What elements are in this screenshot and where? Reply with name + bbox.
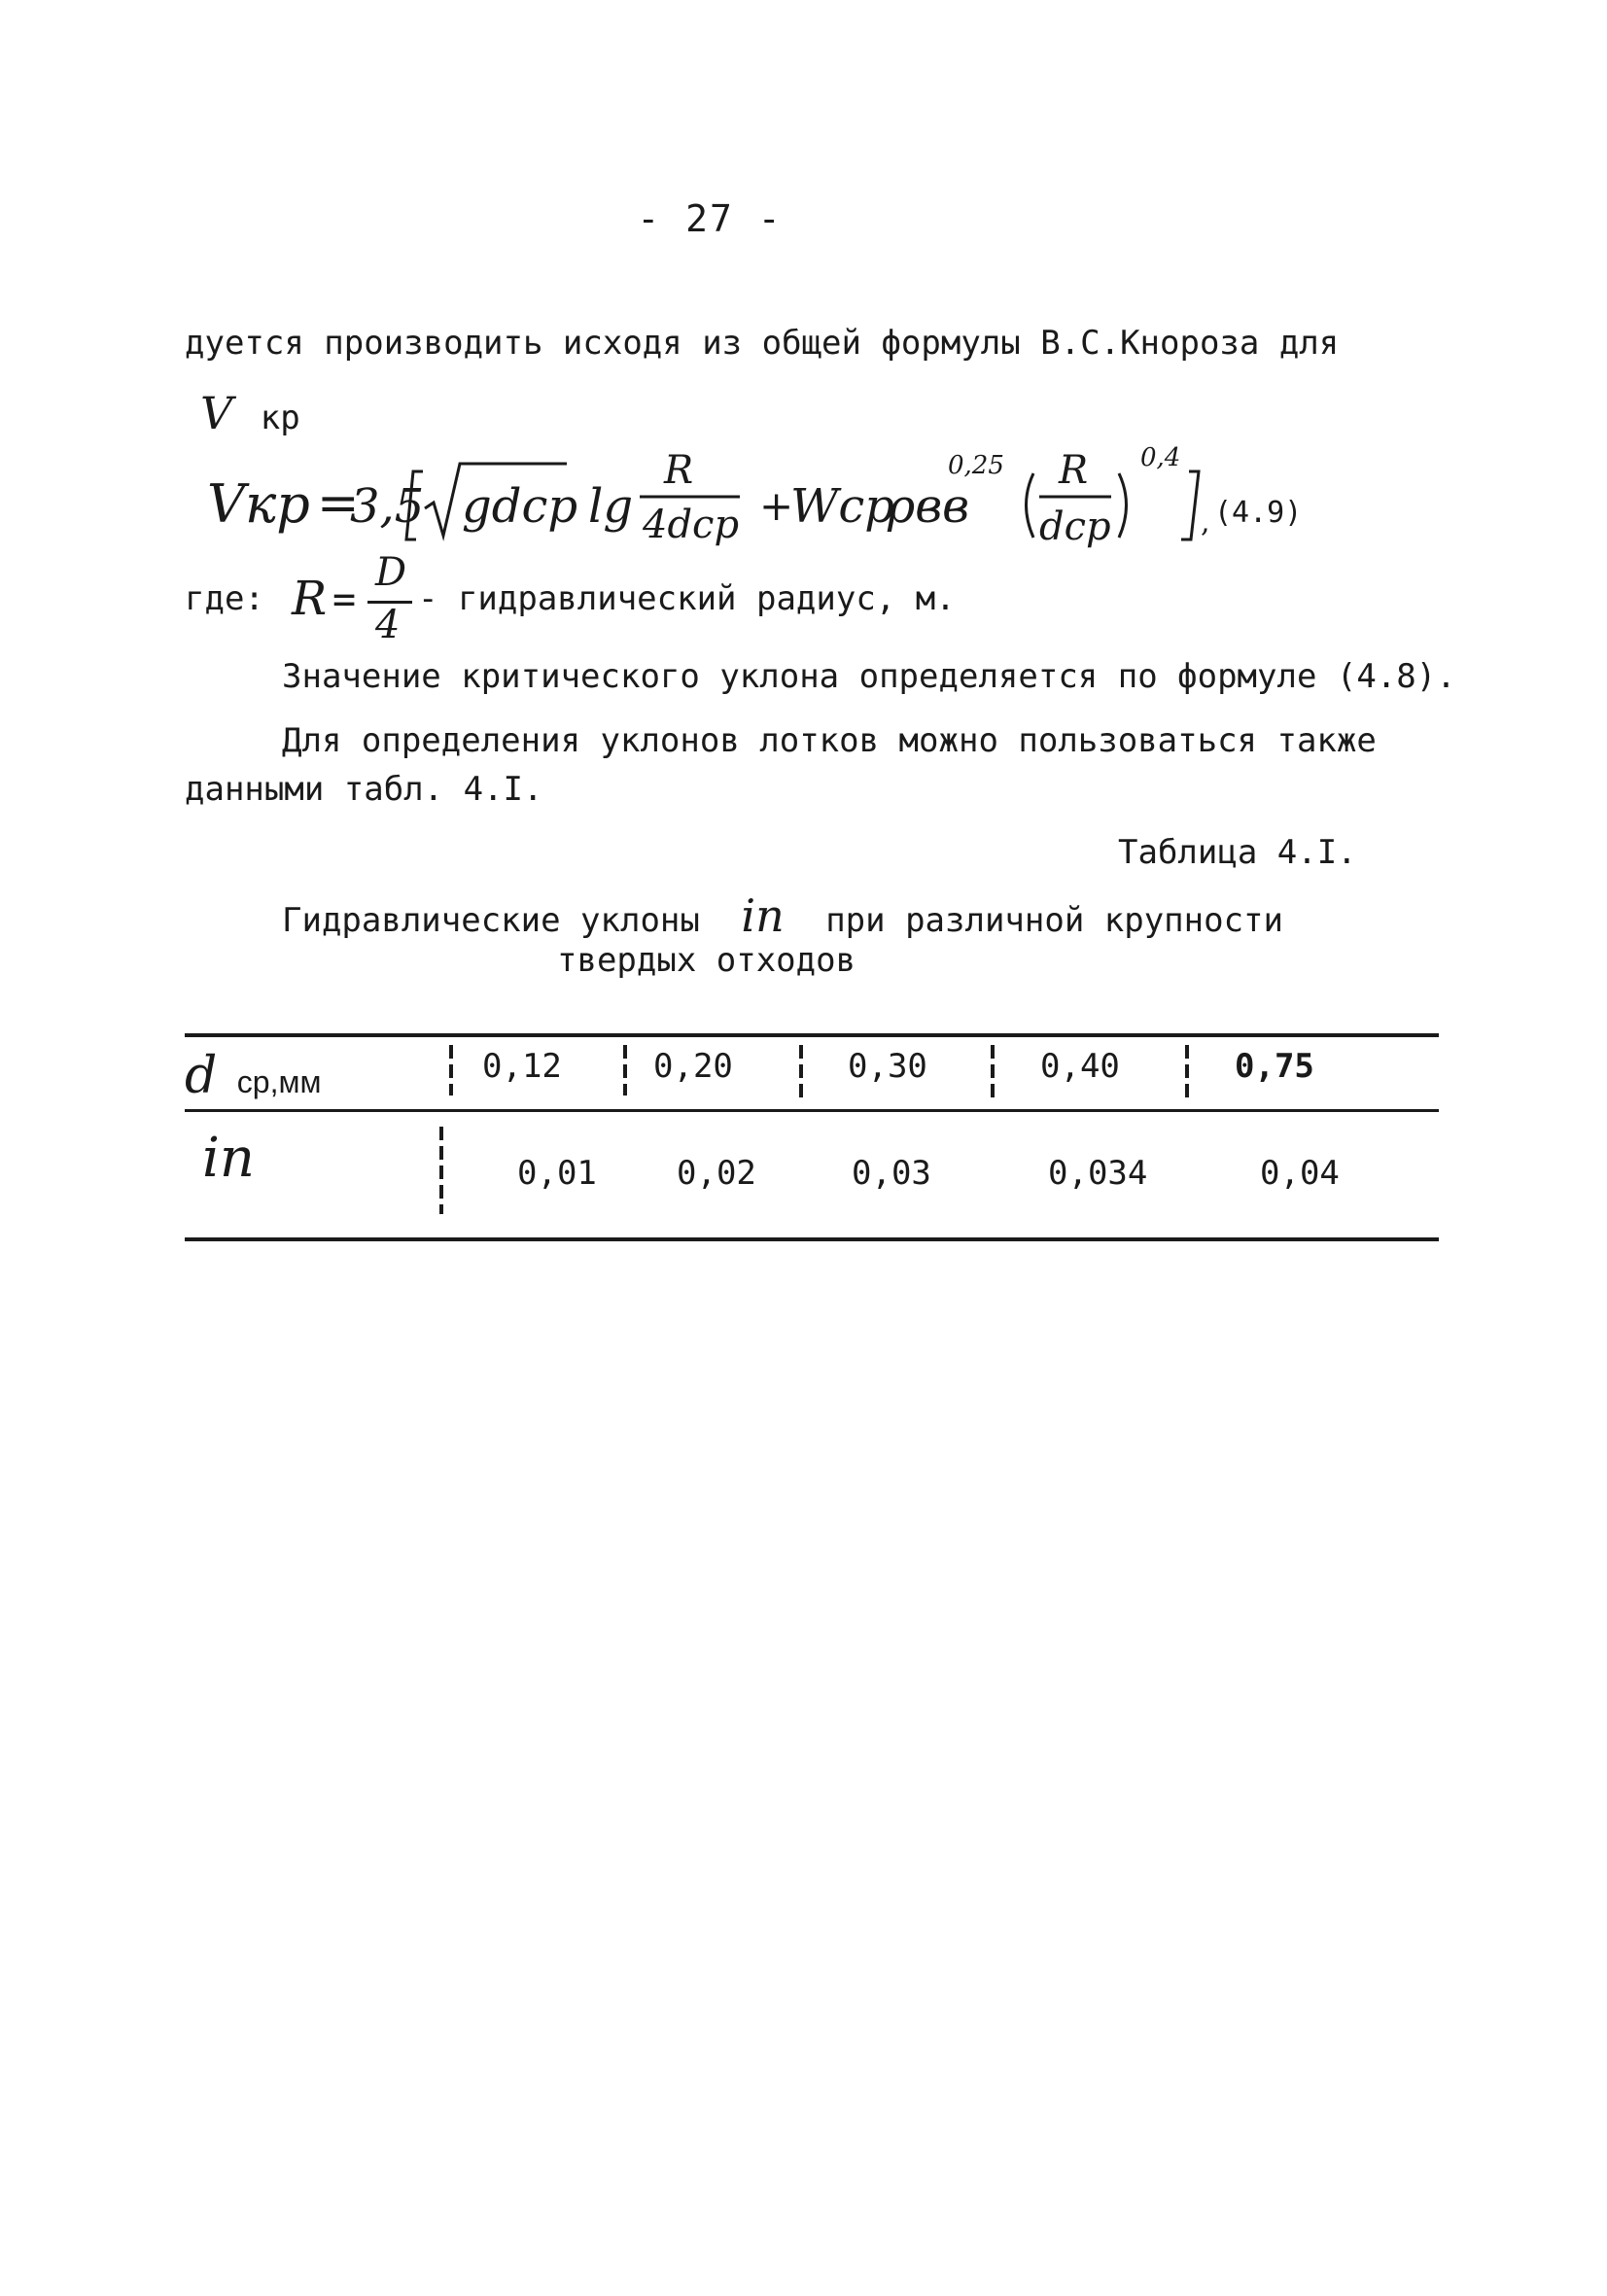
table-title-before: Гидравлические уклоны xyxy=(282,901,700,940)
d-value: 0,20 xyxy=(653,1047,733,1086)
table-top-rule xyxy=(185,1033,1439,1037)
formula-open-paren xyxy=(1027,473,1034,538)
col-separator xyxy=(1185,1045,1189,1103)
formula-equals: = xyxy=(317,474,360,533)
row-separator xyxy=(439,1127,443,1214)
formula-close-bracket xyxy=(1181,471,1199,539)
table-mid-rule xyxy=(185,1109,1439,1112)
i-value: 0,02 xyxy=(677,1154,756,1193)
d-value: 0,75 xyxy=(1235,1047,1314,1086)
d-unit-label: ср,мм xyxy=(236,1064,322,1099)
i-value: 0,03 xyxy=(852,1154,931,1193)
d-value: 0,40 xyxy=(1040,1047,1120,1086)
table-bottom-rule xyxy=(185,1237,1439,1241)
formula-number: (4.9) xyxy=(1214,496,1303,530)
table-title-line-1 xyxy=(282,889,1283,942)
formula-coefficient: 3,5 xyxy=(350,479,425,534)
formula-outer-exponent: 0,4 xyxy=(1140,443,1181,472)
formula-frac2-den: dср xyxy=(1039,504,1111,549)
col-separator xyxy=(991,1045,995,1099)
d-symbol: d xyxy=(185,1047,218,1105)
paragraph-critical-slope: Значение критического уклона определяется по формуле (4.8). xyxy=(282,657,1456,696)
where-equals: = xyxy=(332,577,357,622)
formula-frac2-num: R xyxy=(1059,448,1089,493)
formula-sqrt-body: gdср xyxy=(462,479,578,534)
formula-lg: lg xyxy=(588,479,634,534)
where-text: - гидравлический радиус, м. xyxy=(418,579,956,618)
paragraph-intro-line: дуется производить исходя из общей формулы В.С.Кнороза для xyxy=(185,324,1340,363)
row-header-d xyxy=(185,1047,321,1105)
table-label: Таблица 4.I. xyxy=(1118,833,1357,872)
formula-w-term: Wср xyxy=(790,479,894,534)
formula-comma: , xyxy=(1201,505,1210,539)
formula-lhs: Vкр xyxy=(207,473,310,535)
paragraph-slopes-line-1: Для определения уклонов лотков можно пользоваться также xyxy=(282,721,1377,760)
col-separator xyxy=(799,1045,803,1103)
where-prefix: где: xyxy=(185,579,264,618)
v-symbol: V xyxy=(200,387,233,439)
table-title-symbol: iп xyxy=(741,889,785,942)
formula-close-paren xyxy=(1119,473,1127,538)
where-frac-num: D xyxy=(375,550,407,595)
d-value: 0,12 xyxy=(482,1047,562,1086)
row-header-i: iп xyxy=(202,1127,255,1190)
page-number: - 27 - xyxy=(637,197,783,240)
formula-rho-term: ρвв xyxy=(888,479,970,534)
table-title-line-2: твердых отходов xyxy=(557,941,856,980)
formula-rho-exponent: 0,25 xyxy=(948,451,1004,480)
v-kr-subscript: кр xyxy=(260,399,300,437)
d-value: 0,30 xyxy=(848,1047,927,1086)
i-value: 0,034 xyxy=(1048,1154,1148,1193)
col-separator xyxy=(449,1045,453,1096)
formula-frac1-num: R xyxy=(664,448,694,493)
col-separator xyxy=(623,1045,627,1096)
where-frac-den: 4 xyxy=(375,603,401,647)
v-kr-symbol xyxy=(200,387,300,439)
i-value: 0,01 xyxy=(517,1154,597,1193)
formula-plus: + xyxy=(759,482,794,530)
formula-frac1-den: 4dср xyxy=(643,503,740,547)
table-title-after: при различной крупности xyxy=(825,901,1283,940)
paragraph-slopes-line-2: данными табл. 4.I. xyxy=(185,770,543,809)
i-value: 0,04 xyxy=(1260,1154,1340,1193)
where-R: R xyxy=(292,572,328,626)
